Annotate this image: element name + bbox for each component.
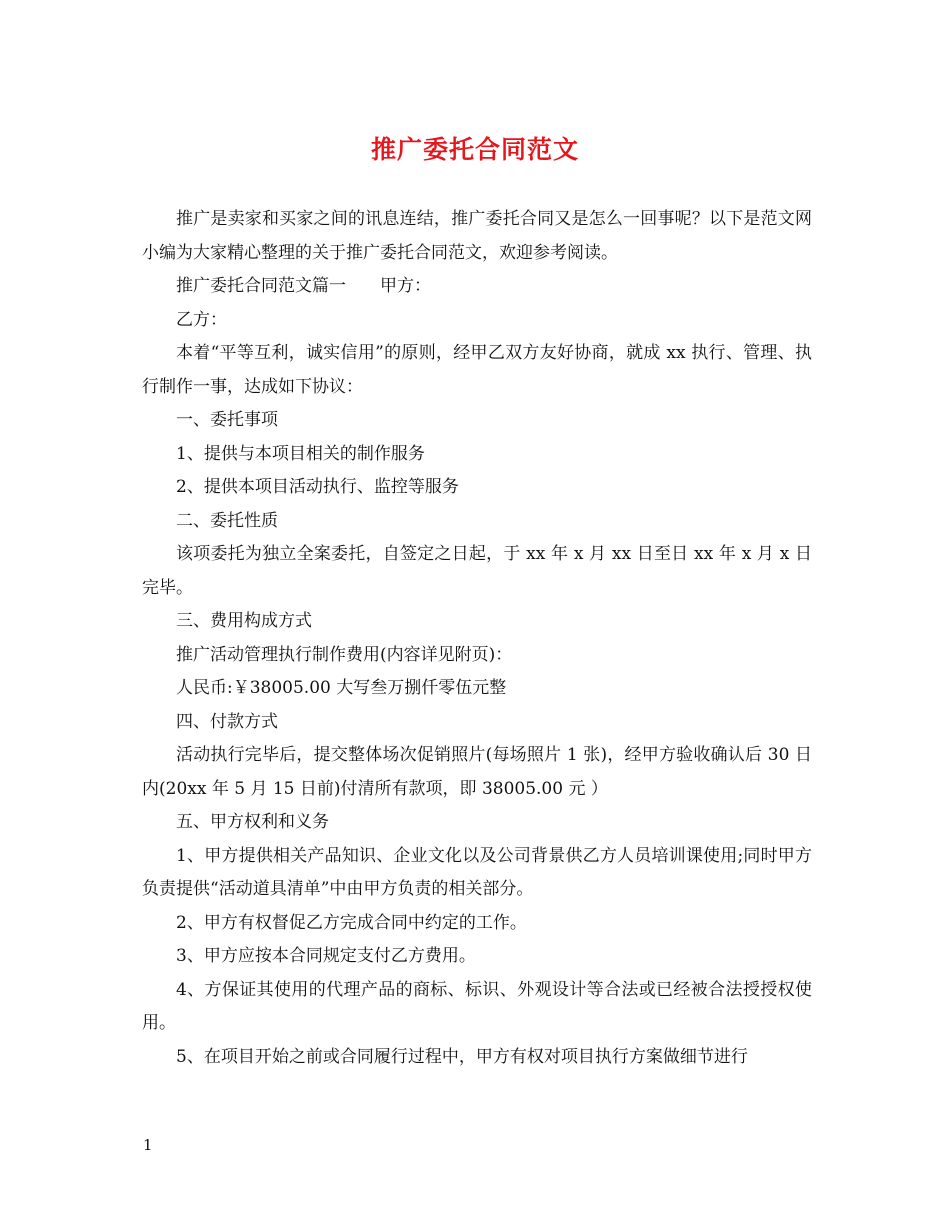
paragraph: 推广委托合同范文篇一 甲方： xyxy=(176,276,431,296)
paragraph: 4、方保证其使用的代理产品的商标、标识、外观设计等合法或已经被合法授授权使用。 xyxy=(142,979,812,1033)
document-title: 推广委托合同范文 xyxy=(370,135,579,164)
paragraph: 乙方： xyxy=(176,309,227,330)
paragraph: 活动执行完毕后，提交整体场次促销照片(每场照片 1 张)，经甲方验收确认后 30 日内(20xx 年 5 月 15 日前)付清所有款项，即 38005.00 元 ） xyxy=(142,745,812,799)
paragraph: 5、在项目开始之前或合同履行过程中，甲方有权对项目执行方案做细节进行 xyxy=(176,1046,748,1067)
paragraph: 人民币:￥38005.00 大写叁万捌仟零伍元整 xyxy=(176,678,507,698)
paragraph: 本着“平等互利，诚实信用”的原则，经甲乙双方友好协商，就成 xx 执行、管理、执行制作一事，达成如下协议： xyxy=(142,343,812,397)
paragraph: 该项委托为独立全案委托，自签定之日起，于 xx 年 x 月 xx 日至日 xx 年 x 月 x 日完毕。 xyxy=(142,544,812,598)
paragraph: 3、甲方应按本合同规定支付乙方费用。 xyxy=(176,946,476,966)
section-heading: 五、甲方权利和义务 xyxy=(176,812,329,832)
paragraph: 2、甲方有权督促乙方完成合同中约定的工作。 xyxy=(176,912,527,933)
paragraph: 推广是卖家和买家之间的讯息连结，推广委托合同又是怎么一回事呢？以下是范文网小编为大家精心整理的关于推广委托合同范文，欢迎参考阅读。 xyxy=(142,209,812,263)
section-heading: 二、委托性质 xyxy=(176,510,278,531)
paragraph: 推广活动管理执行制作费用(内容详见附页)： xyxy=(176,644,513,665)
paragraph: 1、提供与本项目相关的制作服务 xyxy=(176,443,425,464)
page-number: 1 xyxy=(143,1136,153,1154)
section-heading: 三、费用构成方式 xyxy=(176,611,312,631)
section-heading: 一、委托事项 xyxy=(176,410,278,430)
section-heading: 四、付款方式 xyxy=(176,711,278,732)
paragraph: 2、提供本项目活动执行、监控等服务 xyxy=(176,477,459,497)
document-body xyxy=(142,203,812,1074)
paragraph: 1、甲方提供相关产品知识、企业文化以及公司背景供乙方人员培训课使用;同时甲方负责提供“活动道具清单”中由甲方负责的相关部分。 xyxy=(142,845,812,899)
